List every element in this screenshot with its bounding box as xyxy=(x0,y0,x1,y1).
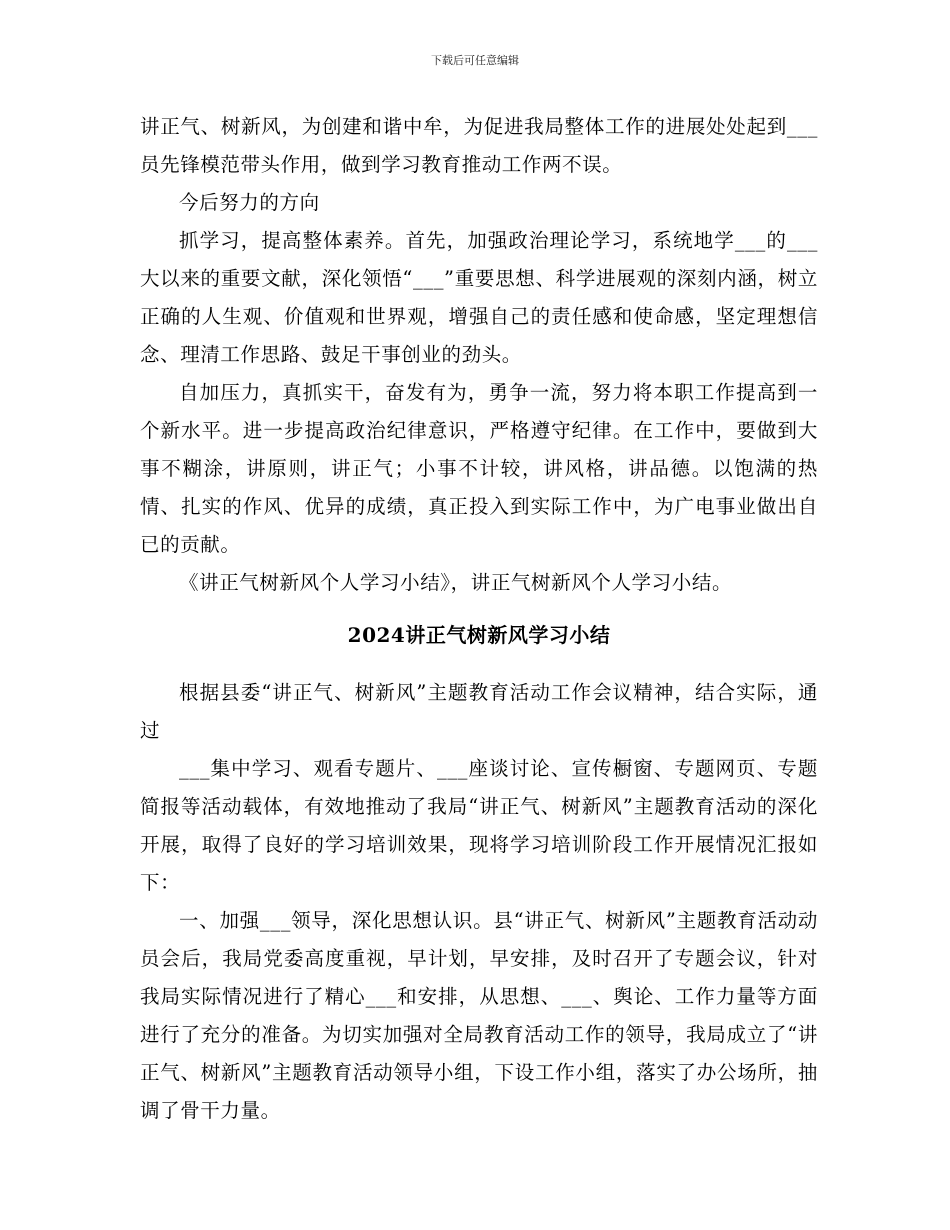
document-title: 2024讲正气树新风学习小结 xyxy=(347,623,611,647)
section-heading: 今后努力的方向 xyxy=(179,191,320,214)
page-header-note: 下载后可任意编辑 xyxy=(431,54,519,67)
paragraph-2: 抓学习，提高整体素养。首先，加强政治理论学习，系统地学___的___大以来的重要文献，深化领悟“___”重要思想、科学进展观的深刻内涵，树立正确的人生观、价值观和世界观，增强自己的责任感和使命感，坚定理想信念、理清工作思路、鼓足干事创业的劲头。 xyxy=(140,229,818,366)
paragraph-1: 讲正气、树新风，为创建和谐中牟，为促进我局整体工作的进展处处起到___员先锋模范带头作用，做到学习教育推动工作两不误。 xyxy=(140,115,818,176)
paragraph-5: 根据县委“讲正气、树新风”主题教育活动工作会议精神，结合实际，通过 xyxy=(140,681,818,742)
paragraph-4: 《讲正气树新风个人学习小结》，讲正气树新风个人学习小结。 xyxy=(179,571,733,594)
paragraph-7: 一、加强___领导，深化思想认识。县“讲正气、树新风”主题教育活动动员会后，我局党委高度重视，早计划，早安排，及时召开了专题会议，针对我局实际情况进行了精心___和安排，从思想、___、舆论、工作力量等方面进行了充分的准备。为切实加强对全局教育活动工作的领导，我局成立了“讲正气、树新风”主题教育活动领导小组，下设工作小组，落实了办公场所，抽调了骨干力量。 xyxy=(140,909,818,1122)
paragraph-3: 自加压力，真抓实干，奋发有为，勇争一流，努力将本职工作提高到一个新水平。进一步提高政治纪律意识，严格遵守纪律。在工作中，要做到大事不糊涂，讲原则，讲正气；小事不计较，讲风格，讲品德。以饱满的热情、扎实的作风、优异的成绩，真正投入到实际工作中，为广电事业做出自已的贡献。 xyxy=(140,381,818,556)
document-body xyxy=(140,108,818,1130)
paragraph-6: ___集中学习、观看专题片、___座谈讨论、宣传橱窗、专题网页、专题简报等活动载体，有效地推动了我局“讲正气、树新风”主题教育活动的深化开展，取得了良好的学习培训效果，现将学习培训阶段工作开展情况汇报如下： xyxy=(140,757,818,894)
